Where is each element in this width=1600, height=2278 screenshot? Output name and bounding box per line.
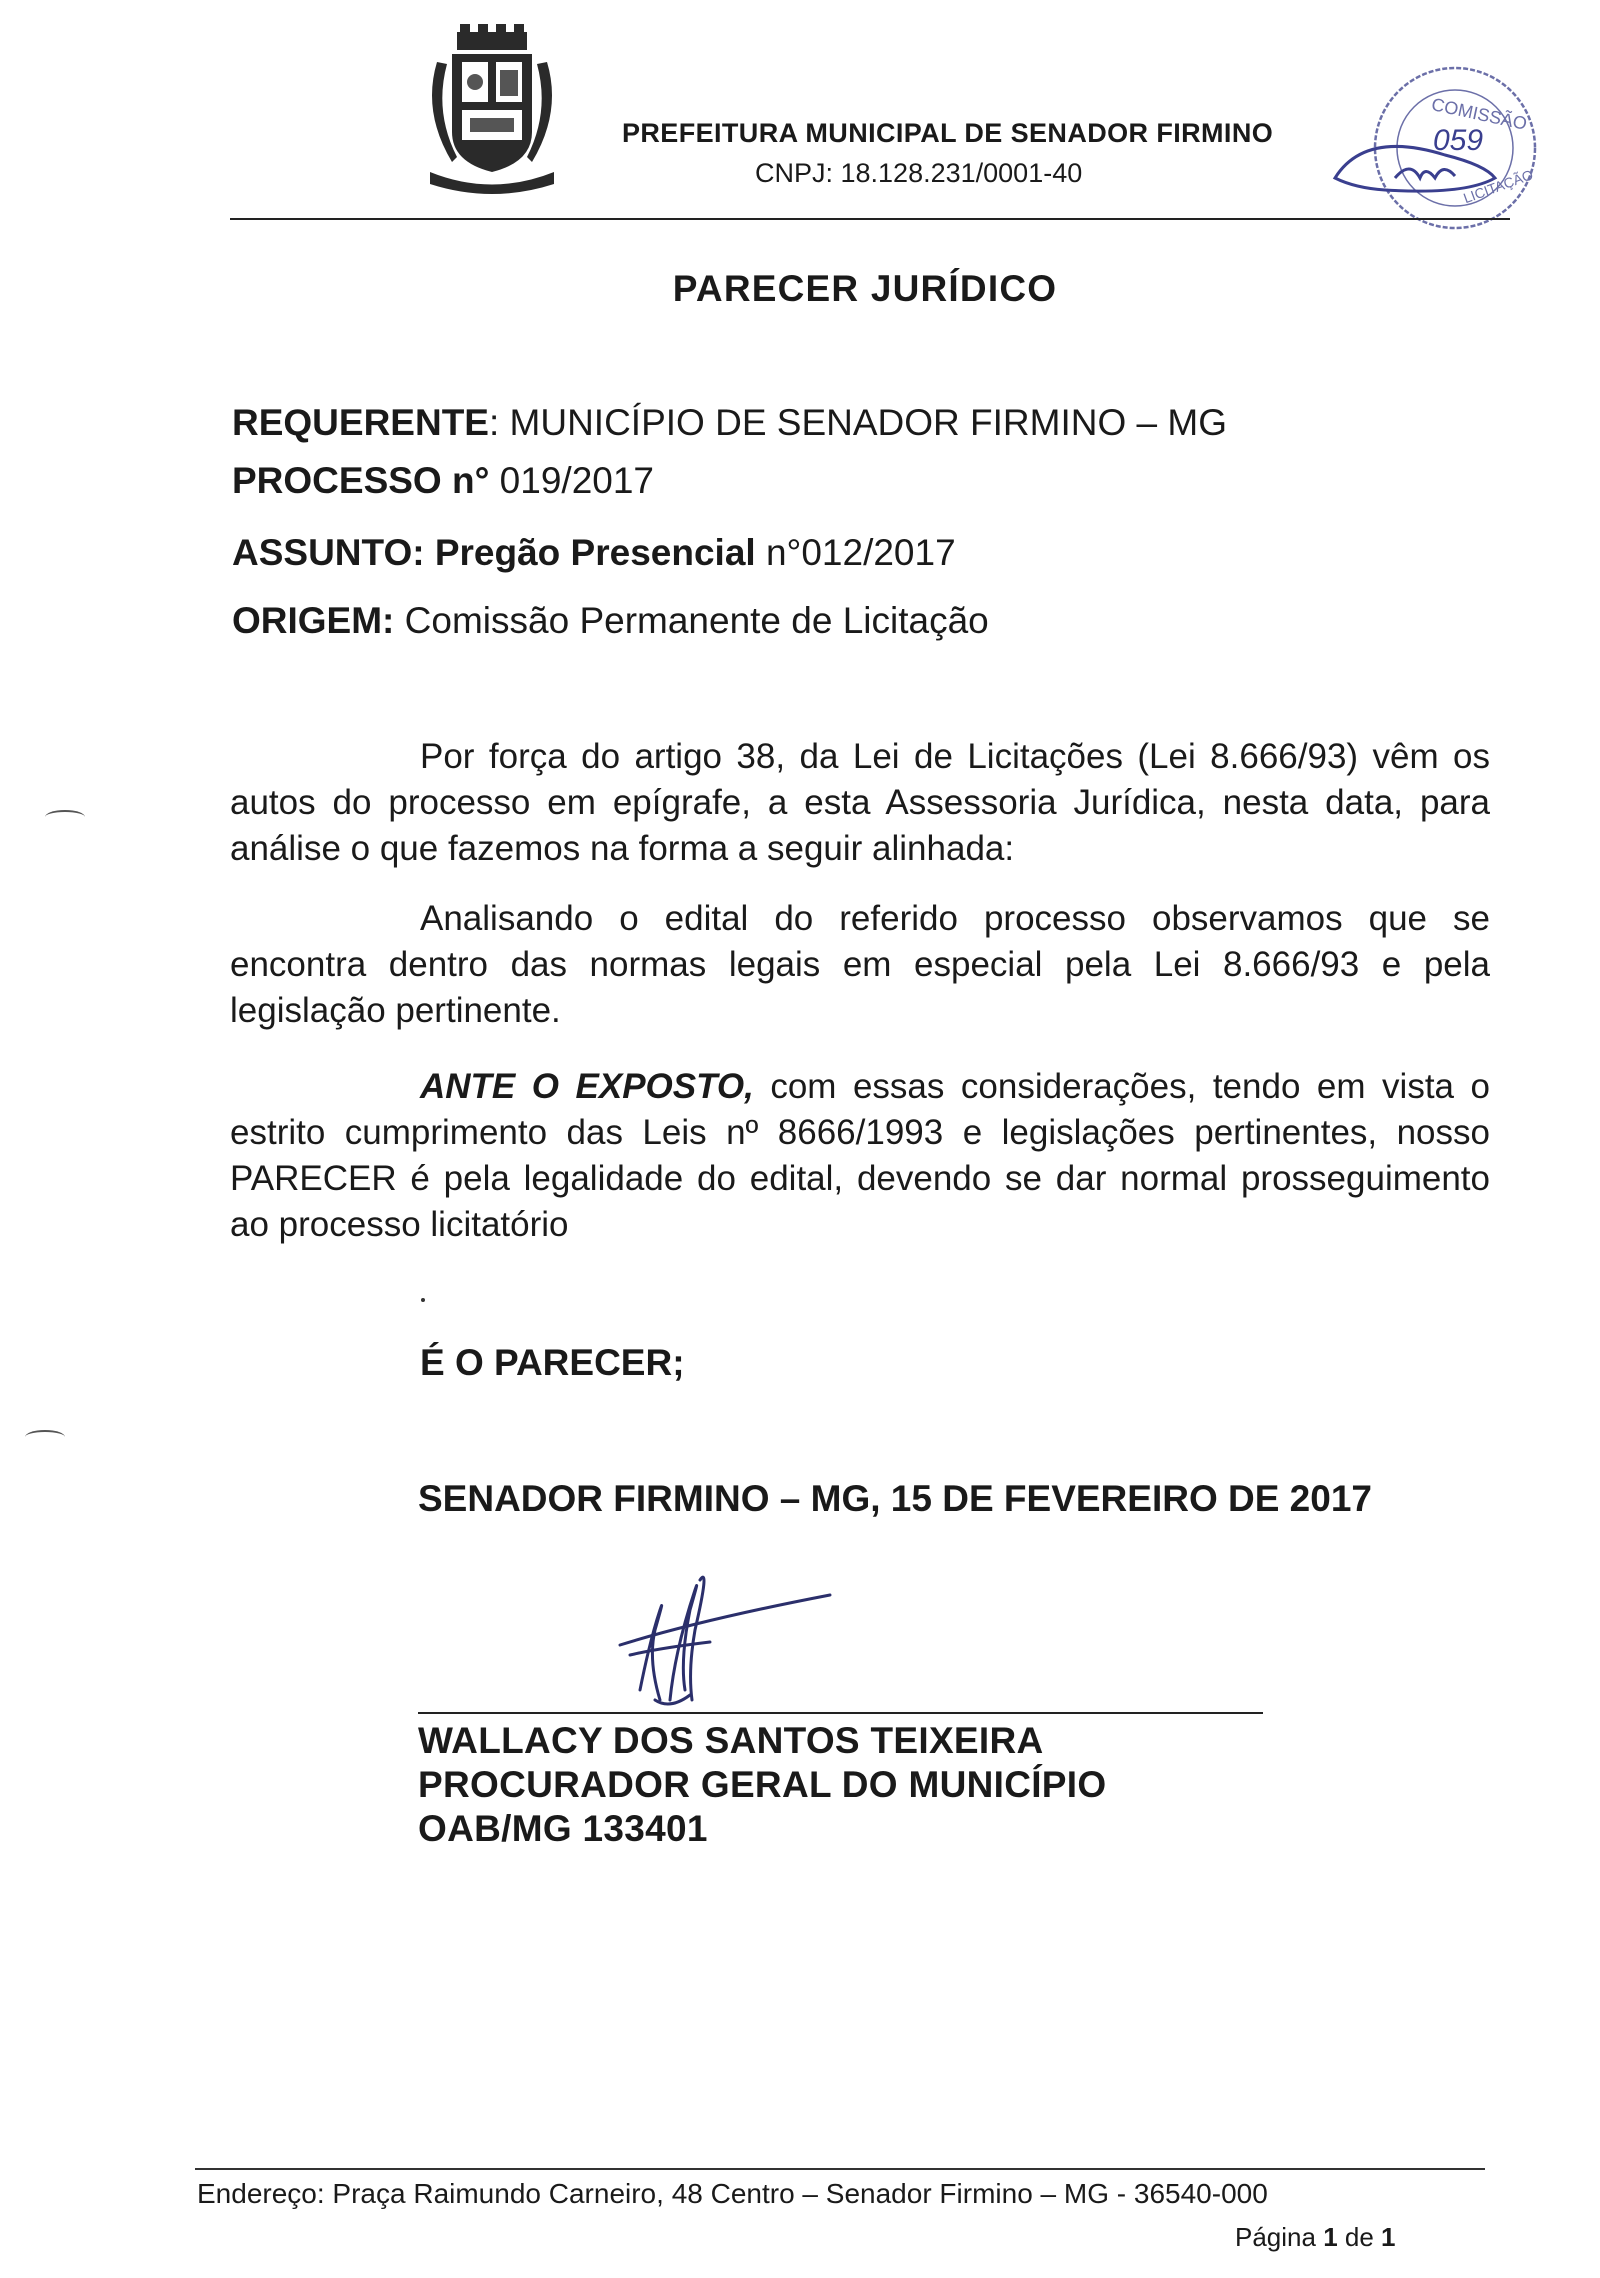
svg-text:LICITAÇÃO: LICITAÇÃO [1461,166,1536,207]
place-and-date: SENADOR FIRMINO – MG, 15 DE FEVEREIRO DE 2017 [418,1478,1372,1519]
scan-dot [421,1298,425,1302]
requerente-value: : MUNICÍPIO DE SENADOR FIRMINO – MG [488,402,1227,443]
paragraph-analysis-text: Analisando o edital do referido processo observamos que se encontra dentro das normas legais em especial pela Lei 8.666/93 e pela legislação pertinente. [230,899,1490,1030]
footer-divider [195,2168,1485,2170]
page-current: 1 [1323,2222,1338,2252]
processo-label: PROCESSO n° [232,460,490,501]
assunto-label: ASSUNTO: Pregão Presencial [232,532,756,573]
signature-line [418,1712,1263,1714]
requerente-line [232,402,1227,444]
svg-text:COMISSÃO: COMISSÃO [1429,94,1529,134]
origem-value: Comissão Permanente de Licitação [394,600,989,641]
organization-name: PREFEITURA MUNICIPAL DE SENADOR FIRMINO [622,118,1274,148]
organization-cnpj: CNPJ: 18.128.231/0001-40 [755,158,1083,188]
paragraph-analysis [230,896,1490,1034]
conclusion-emphasis: ANTE O EXPOSTO, [420,1067,754,1106]
origem-line [232,600,989,642]
processo-value: 019/2017 [489,460,655,501]
scan-mark [45,810,85,824]
origem-label: ORIGEM: [232,600,395,641]
page-mid: de [1337,2222,1382,2252]
header-divider [230,218,1510,220]
scan-mark [25,1430,65,1444]
assunto-value: n°012/2017 [755,532,956,573]
handwritten-signature-icon [600,1550,860,1720]
page-prefix: Página [1235,2222,1324,2252]
assunto-line [232,532,956,574]
page-indicator [1235,2222,1396,2253]
svg-text:059: 059 [1433,124,1484,157]
document-title: PARECER JURÍDICO [672,268,1058,309]
page-total: 1 [1381,2222,1396,2252]
processo-line [232,460,654,502]
paragraph-intro-text: Por força do artigo 38, da Lei de Licitações (Lei 8.666/93) vêm os autos do processo em epígrafe, a esta Assessoria Jurídica, nesta data, para análise o que fazemos na forma a seguir alinhada: [230,737,1490,868]
signer-oab: OAB/MG 133401 [418,1808,708,1849]
footer-address: Endereço: Praça Raimundo Carneiro, 48 Centro – Senador Firmino – MG - 36540-000 [197,2178,1268,2209]
commission-stamp-icon [1325,60,1555,235]
paragraph-intro [230,734,1490,872]
requerente-label: REQUERENTE [232,402,489,443]
paragraph-conclusion [230,1064,1490,1248]
paragraph-conclusion-text: com essas considerações, tendo em vista o estrito cumprimento das Leis nº 8666/1993 e legislações pertinentes, nosso PARECER é pela legalidade do edital, devendo se dar normal prosseguimento ao processo licitatório [230,1067,1491,1244]
signer-role: PROCURADOR GERAL DO MUNICÍPIO [418,1764,1107,1805]
signer-name: WALLACY DOS SANTOS TEIXEIRA [418,1720,1044,1761]
closing-statement: É O PARECER; [420,1342,685,1383]
municipal-coat-of-arms-icon [412,22,572,202]
